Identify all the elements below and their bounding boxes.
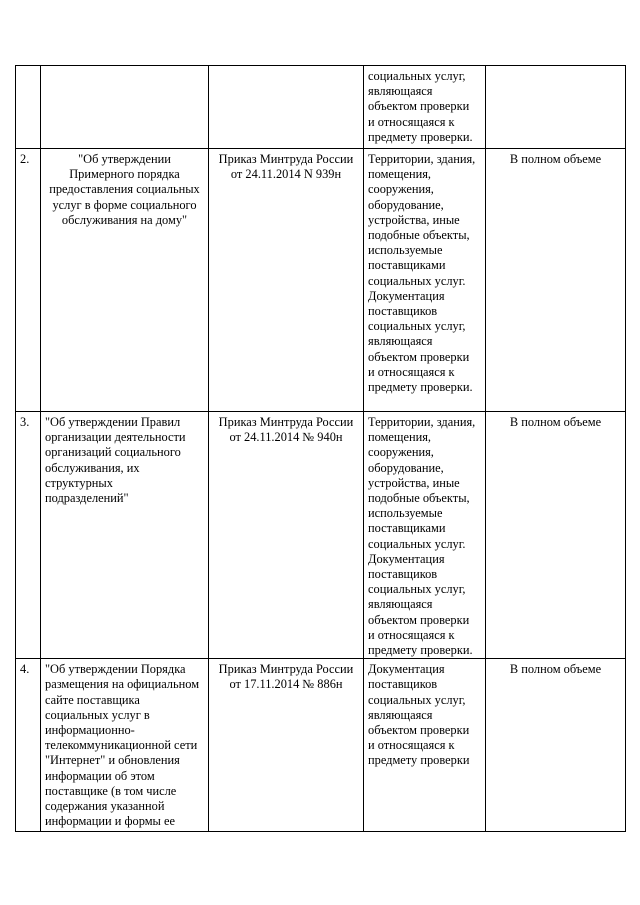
text-line: объектом проверки bbox=[368, 349, 470, 364]
text-line: и относящаяся к bbox=[368, 364, 455, 379]
text-line: Документация bbox=[368, 662, 445, 677]
text-line: информации и формы ее bbox=[45, 814, 175, 829]
text-line: объектом проверки bbox=[368, 723, 470, 738]
text-line: являющаяся bbox=[368, 597, 433, 612]
scope-cell bbox=[486, 149, 626, 412]
text-line: предоставления социальных bbox=[49, 182, 200, 197]
text-line: организации деятельности bbox=[45, 430, 186, 445]
row-number-cell bbox=[16, 66, 41, 149]
text-line: объектом проверки bbox=[368, 99, 470, 114]
text-line: Примерного порядка bbox=[69, 167, 180, 182]
text-line: используемые bbox=[368, 243, 443, 258]
text-line: предмету проверки. bbox=[368, 129, 473, 144]
row-number-cell: 4. bbox=[16, 659, 41, 832]
text-line: помещения, bbox=[368, 167, 432, 182]
text-line: являющаяся bbox=[368, 707, 433, 722]
text-line: сайте поставщика bbox=[45, 692, 140, 707]
text-line: структурных bbox=[45, 475, 113, 490]
text-line: поставщиков bbox=[368, 304, 438, 319]
text-line: социальных услуг, bbox=[368, 582, 466, 597]
scope-cell bbox=[486, 412, 626, 659]
table-row bbox=[16, 66, 626, 149]
text-line: устройства, иные bbox=[368, 475, 460, 490]
text-line: социальных услуг в bbox=[45, 707, 150, 722]
text-line: являющаяся bbox=[368, 84, 433, 99]
act-reference-cell bbox=[209, 149, 364, 412]
text-line: социальных услуг, bbox=[368, 69, 466, 83]
act-name-cell bbox=[41, 659, 209, 832]
text-line: информации об этом bbox=[45, 768, 155, 783]
scope-cell bbox=[486, 659, 626, 832]
text-line: являющаяся bbox=[368, 334, 433, 349]
text-line: социальных услуг, bbox=[368, 319, 466, 334]
text-line: услуг в форме социального bbox=[52, 197, 197, 212]
text-line: Документация bbox=[368, 288, 445, 303]
table-row bbox=[16, 412, 626, 659]
text-line: и относящаяся к bbox=[368, 627, 455, 642]
text-line: сооружения, bbox=[368, 445, 434, 460]
text-line: поставщиками bbox=[368, 521, 446, 536]
act-name-cell bbox=[41, 412, 209, 659]
text-line: социальных услуг, bbox=[368, 692, 466, 707]
text-line: информационно- bbox=[45, 723, 135, 738]
act-reference-cell bbox=[209, 66, 364, 149]
text-line: от 24.11.2014 N 939н bbox=[230, 167, 342, 182]
text-line: телекоммуникационной сети bbox=[45, 738, 198, 753]
text-line: и относящаяся к bbox=[368, 114, 455, 129]
inspection-object-cell bbox=[364, 659, 486, 832]
text-line: подразделений" bbox=[45, 491, 129, 506]
text-line: оборудование, bbox=[368, 197, 444, 212]
text-line: "Об утверждении Порядка bbox=[45, 662, 186, 677]
text-line: поставщиков bbox=[368, 677, 438, 692]
table-row bbox=[16, 659, 626, 832]
inspection-requirements-table bbox=[15, 65, 626, 832]
text-line: Приказ Минтруда России bbox=[218, 152, 354, 166]
text-line: поставщиками bbox=[368, 258, 446, 273]
inspection-object-cell bbox=[364, 412, 486, 659]
text-line: В полном объеме bbox=[509, 152, 602, 166]
text-line: размещения на официальном bbox=[45, 677, 200, 692]
text-line: Приказ Минтруда России bbox=[218, 662, 354, 677]
text-line: "Об утверждении bbox=[78, 152, 171, 166]
text-line: оборудование, bbox=[368, 460, 444, 475]
act-reference-cell bbox=[209, 659, 364, 832]
text-line: от 17.11.2014 № 886н bbox=[229, 677, 343, 692]
text-line: подобные объекты, bbox=[368, 228, 470, 243]
text-line: "Интернет" и обновления bbox=[45, 753, 180, 768]
act-reference-cell bbox=[209, 412, 364, 659]
text-line: поставщике (в том числе bbox=[45, 783, 177, 798]
text-line: поставщиков bbox=[368, 567, 438, 582]
inspection-object-cell bbox=[364, 66, 486, 149]
scope-cell bbox=[486, 66, 626, 149]
row-number-cell: 2. bbox=[16, 149, 41, 412]
text-line: предмету проверки bbox=[368, 753, 470, 768]
text-line: устройства, иные bbox=[368, 212, 460, 227]
text-line: социальных услуг. bbox=[368, 536, 466, 551]
text-line: Территории, здания, bbox=[368, 415, 476, 429]
text-line: Территории, здания, bbox=[368, 152, 476, 166]
act-name-cell bbox=[41, 149, 209, 412]
text-line: от 24.11.2014 № 940н bbox=[229, 430, 343, 445]
text-line: подобные объекты, bbox=[368, 491, 470, 506]
text-line: помещения, bbox=[368, 430, 432, 445]
text-line: В полном объеме bbox=[509, 415, 602, 429]
text-line: Приказ Минтруда России bbox=[218, 415, 354, 429]
text-line: организаций социального bbox=[45, 445, 181, 460]
text-line: "Об утверждении Правил bbox=[45, 415, 181, 429]
text-line: предмету проверки. bbox=[368, 643, 473, 658]
text-line: используемые bbox=[368, 506, 443, 521]
table-row bbox=[16, 149, 626, 412]
row-number-cell: 3. bbox=[16, 412, 41, 659]
text-line: объектом проверки bbox=[368, 612, 470, 627]
text-line: содержания указанной bbox=[45, 799, 165, 814]
inspection-object-cell bbox=[364, 149, 486, 412]
text-line: предмету проверки. bbox=[368, 380, 473, 395]
text-line: В полном объеме bbox=[509, 662, 602, 677]
text-line: обслуживания на дому" bbox=[61, 212, 188, 227]
text-line: и относящаяся к bbox=[368, 738, 455, 753]
act-name-cell bbox=[41, 66, 209, 149]
text-line: обслуживания, их bbox=[45, 460, 140, 475]
text-line: социальных услуг. bbox=[368, 273, 466, 288]
text-line: сооружения, bbox=[368, 182, 434, 197]
text-line: Документация bbox=[368, 551, 445, 566]
